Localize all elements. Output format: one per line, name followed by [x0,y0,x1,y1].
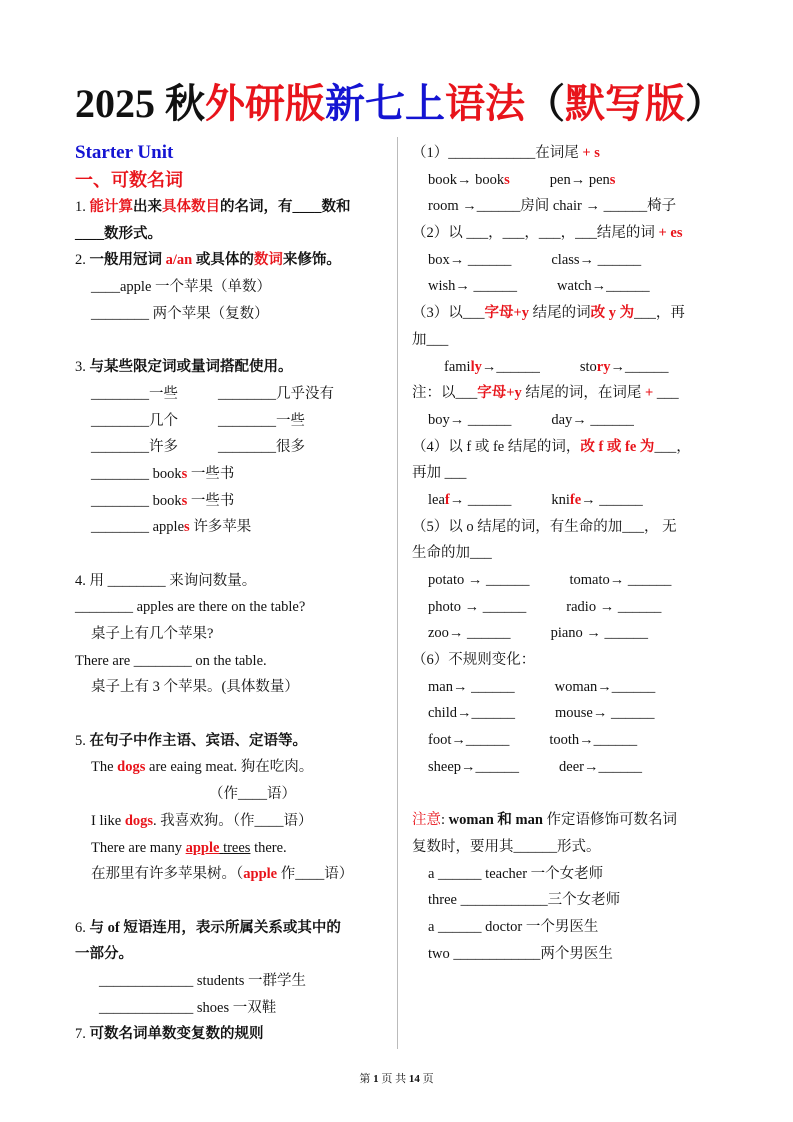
text-segment: 一、可数名词 [75,170,183,190]
text-segment: fami [444,358,471,375]
text-line [75,221,395,248]
title-paren-open: （ [525,81,565,126]
text-line [412,754,732,781]
text-segment: book→ book [428,171,505,188]
text-segment: kni [551,491,570,508]
text-segment: deer→______ [559,758,642,775]
text-segment: → ______ [449,491,512,508]
page-title [75,78,735,130]
text-segment: I like [91,812,125,829]
text-line [412,273,732,300]
text-segment: 作____语） [277,866,354,883]
text-segment: （6）不规则变化： [412,652,536,669]
footer-text: 页 共 [378,1073,409,1085]
text-segment: dogs [117,759,146,776]
text-segment: →______ [481,358,540,375]
text-segment: lea [428,491,445,508]
text-segment: man→ ______ [428,678,515,695]
text-segment: s [181,465,188,482]
text-segment: . 我喜欢狗。（作____语） [153,812,313,829]
text-segment: ________ apple [91,519,185,536]
text-segment: ry [596,358,611,375]
text-segment: watch→______ [557,278,650,295]
text-segment: ________几个 [91,412,178,429]
text-line [75,808,395,835]
text-line [412,193,732,220]
text-segment: radio → ______ [566,598,662,615]
text-line [412,487,732,514]
title-grade: 新七上 [325,81,445,126]
text-segment: tooth→______ [549,732,638,749]
text-line [75,621,395,648]
text-segment: s [184,519,190,536]
text-segment: 复数时，要用其______形式。 [412,838,601,855]
text-segment: 加___ [412,331,449,348]
text-segment: class→ ______ [551,251,642,268]
text-segment: ___ [653,385,679,402]
text-segment: + s [582,145,600,161]
text-line [412,620,732,647]
text-line [75,381,395,408]
text-line [75,915,395,942]
text-segment: day→ ______ [551,411,634,428]
text-line [75,167,395,194]
text-segment: are eaing meat. 狗在吃肉。 [145,759,314,776]
text-line [412,300,732,327]
text-segment: boy→ ______ [428,411,512,428]
text-line [75,354,395,381]
text-segment: 出来 [133,199,162,215]
text-segment: （4）以 f 或 fe 结尾的词， [412,438,581,455]
text-segment: 3. [75,359,90,376]
text-segment: 7. [75,1026,90,1043]
title-subject: 语法 [445,81,525,126]
text-line [412,327,732,354]
text-segment: a/an [165,252,193,269]
title-edition: 默写版 [565,81,685,126]
text-segment: 来修饰。 [282,252,341,269]
text-segment: （5）以 o 结尾的词，有生命的加___， 无 [412,518,677,535]
text-line [412,674,732,701]
text-segment: 一部分。 [75,946,133,963]
text-segment: 或具体的 [192,252,254,269]
text-segment: 一般用冠词 [89,252,166,269]
text-line [412,380,732,407]
text-segment: tomato→ ______ [569,572,672,588]
text-segment: 桌子上有 3 个苹果。(具体数量） [91,679,299,696]
text-segment: child→______ [428,705,515,722]
text-line [412,861,732,888]
text-line [412,434,732,461]
text-segment: ____数形式。 [75,225,162,242]
text-line [412,514,732,541]
text-line [75,835,395,862]
text-segment: ____apple 一个苹果（单数） [91,279,272,296]
text-line [75,754,395,781]
text-line [412,834,732,861]
text-segment: three ____________三个女老师 [428,892,621,909]
text-segment: zoo→ ______ [428,625,511,642]
text-segment: + [645,385,654,402]
text-segment: ________一些 [218,412,305,429]
text-line [412,941,732,968]
text-line [412,220,732,247]
text-segment: apple [185,839,220,856]
text-segment: room →______房间 chair → ______椅子 [428,198,677,215]
text-line [75,995,395,1022]
text-segment: There are ________ on the table. [75,652,267,669]
page-footer [0,1070,793,1086]
text-segment: s [609,171,616,188]
text-segment: _____________ shoes 一双鞋 [99,999,277,1016]
text-line [412,407,732,434]
text-line [75,941,395,968]
text-line [75,301,395,328]
text-segment: （2）以 ___，___，___，___结尾的词 [412,225,659,242]
title-publisher: 外研版 [205,81,325,126]
page-total: 14 [408,1073,420,1085]
text-line [75,140,395,167]
text-segment: mouse→ ______ [555,705,655,722]
text-line [75,247,395,274]
text-line [75,274,395,301]
text-segment: sheep→______ [428,758,520,775]
text-segment: 结尾的词 [529,305,591,322]
text-segment: 改 f 或 fe 为 [580,438,655,455]
text-segment: 许多苹果 [189,519,252,536]
text-segment: 桌子上有几个苹果? [91,626,214,642]
text-segment: ly [470,358,482,375]
text-segment: potato → ______ [428,572,530,588]
text-line [412,700,732,727]
text-segment: s [504,171,510,188]
text-segment: piano → ______ [550,625,649,642]
text-segment: wish→ ______ [428,278,518,295]
blank-line [75,888,395,915]
text-segment: 再加 ___ [412,465,467,482]
text-segment: a ______ doctor 一个男医生 [428,918,599,935]
text-segment: 在句子中作主语、宾语、定语等。 [89,732,307,749]
text-segment: 与某些限定词或量词搭配使用。 [89,359,293,376]
text-line [412,727,732,754]
text-segment: ________很多 [218,439,305,456]
page-number: 1 [373,1073,379,1085]
text-segment: 能计算 [89,199,133,215]
text-segment: 改 y 为 [590,305,635,322]
text-segment: There are many [91,839,186,856]
text-line [412,914,732,941]
text-segment: 在那里有许多苹果树。（ [91,866,244,883]
text-line [75,461,395,488]
text-segment: 可数名词单数变复数的规则 [89,1026,264,1043]
text-segment: foot→______ [428,732,510,749]
text-segment: pen→ pen [549,171,610,188]
text-line [412,540,732,567]
text-segment: f [444,491,450,508]
footer-text: 第 [359,1073,374,1085]
text-segment: there. [250,839,287,856]
text-segment: 具体数目 [162,199,220,215]
column-divider [397,137,398,1049]
text-segment: （3）以___ [412,305,485,322]
text-line [75,1021,395,1048]
text-segment: ________ book [91,465,182,482]
text-line [412,647,732,674]
text-segment: 结尾的词，在词尾 [521,385,646,402]
text-segment: ________许多 [91,439,178,456]
text-segment: 的名词，有____数和 [220,199,351,215]
text-segment: 字母+y [484,305,530,322]
text-line [412,140,732,167]
text-segment: two ____________两个男医生 [428,945,613,962]
text-line [75,674,395,701]
text-segment: 6. [75,919,90,936]
text-segment: 一些书 [187,465,235,482]
text-segment: 字母+y [477,385,522,402]
text-segment: 4. 用 ________ 来询问数量。 [75,572,257,589]
blank-line [412,781,732,808]
text-segment: The [91,759,118,776]
text-segment: → ______ [581,491,643,508]
text-segment: _____________ students 一群学生 [99,972,307,989]
blank-line [75,327,395,354]
text-segment: photo → ______ [428,598,527,615]
text-segment: woman 和 man [448,812,543,829]
blank-line [75,701,395,728]
text-line [75,408,395,435]
text-segment: dogs [124,812,154,829]
title-year: 2025 秋 [75,81,205,126]
text-line [412,594,732,621]
text-line [412,167,732,194]
right-column [412,140,732,967]
text-segment: 注：以___ [412,385,478,402]
text-line [412,354,732,381]
text-segment: ________一些 [91,385,178,402]
text-line [412,460,732,487]
text-line [75,648,395,675]
text-segment: a ______ teacher 一个女老师 [428,865,604,882]
text-segment: + es [658,225,683,242]
text-segment: sto [579,358,597,375]
text-segment: s [181,492,188,509]
text-segment: trees [223,839,251,856]
text-segment: 数词 [253,252,283,269]
text-segment: 一些书 [187,492,235,509]
text-line [75,728,395,755]
text-segment: woman→______ [554,678,656,695]
text-segment: ________ 两个苹果（复数） [91,305,269,322]
text-segment: 与 of 短语连用，表示所属关系或其中的 [89,919,341,936]
text-segment: →______ [610,358,669,375]
text-line [412,247,732,274]
text-segment: : [441,812,449,829]
text-line [75,488,395,515]
text-segment: fe [569,491,582,508]
text-segment: 作定语修饰可数名词 [542,812,678,829]
text-line [75,434,395,461]
text-line [75,514,395,541]
left-column [75,140,395,1048]
text-segment: Starter Unit [75,142,174,163]
text-segment: ___， [654,438,691,455]
text-line [75,194,395,221]
text-line [75,781,395,808]
title-paren-close: ） [685,81,725,126]
text-line [75,861,395,888]
text-line [412,567,732,594]
footer-text: 页 [419,1073,434,1085]
text-line [412,887,732,914]
text-segment: ___，再 [634,305,685,322]
text-segment: ________几乎没有 [218,385,334,402]
text-segment: ________ apples are there on the table? [75,599,306,616]
text-segment: 1. [75,199,90,215]
text-segment: 2. [75,252,90,269]
text-segment: 注意 [412,812,441,829]
text-segment: box→ ______ [428,251,512,268]
text-segment: apple [243,866,278,883]
blank-line [75,541,395,568]
text-segment: ________ book [91,492,182,509]
text-line [75,968,395,995]
text-line [75,594,395,621]
text-segment: （作____语） [209,786,296,803]
text-segment: 生命的加___ [412,545,492,562]
text-segment: 5. [75,732,90,749]
text-line [75,568,395,595]
text-line [412,807,732,834]
text-segment: （1）____________在词尾 [412,145,583,161]
